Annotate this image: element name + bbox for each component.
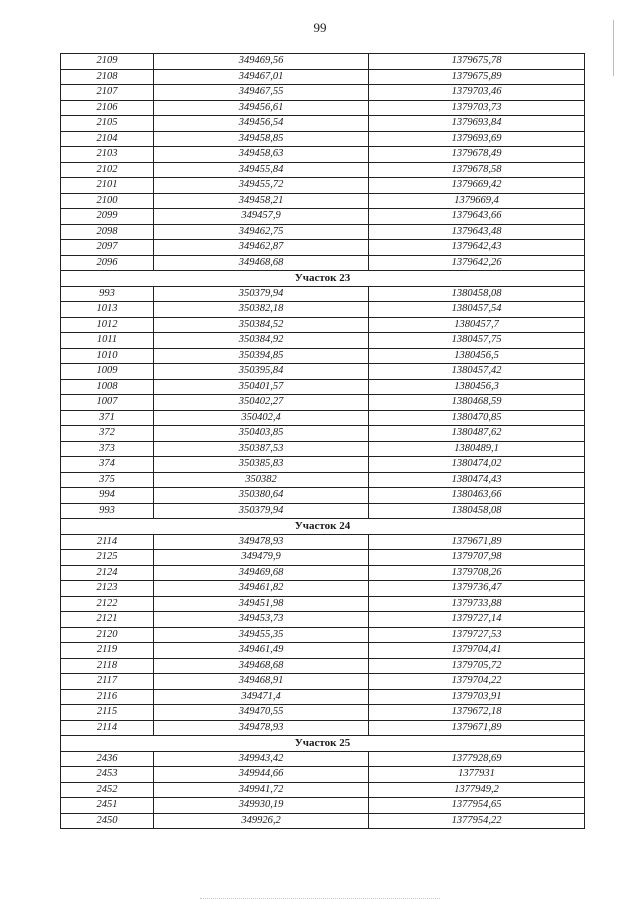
scan-artifact xyxy=(200,897,440,899)
x-coordinate-cell: 349926,2 xyxy=(154,813,369,829)
point-number-cell: 2114 xyxy=(61,534,154,550)
section-header-row xyxy=(61,271,585,287)
y-coordinate-cell: 1380457,54 xyxy=(369,302,585,318)
y-coordinate-cell: 1379669,42 xyxy=(369,178,585,194)
point-number-cell: 2450 xyxy=(61,813,154,829)
y-coordinate-cell: 1379643,48 xyxy=(369,224,585,240)
point-number-cell: 2451 xyxy=(61,798,154,814)
point-number-cell: 1007 xyxy=(61,395,154,411)
table-row xyxy=(61,224,585,240)
y-coordinate-cell: 1379703,73 xyxy=(369,100,585,116)
x-coordinate-cell: 349462,87 xyxy=(154,240,369,256)
y-coordinate-cell: 1380470,85 xyxy=(369,410,585,426)
y-coordinate-cell: 1379708,26 xyxy=(369,565,585,581)
point-number-cell: 1013 xyxy=(61,302,154,318)
x-coordinate-cell: 349478,93 xyxy=(154,720,369,736)
table-row xyxy=(61,658,585,674)
y-coordinate-cell: 1379675,89 xyxy=(369,69,585,85)
y-coordinate-cell: 1379703,91 xyxy=(369,689,585,705)
x-coordinate-cell: 350382 xyxy=(154,472,369,488)
scan-edge-mark xyxy=(609,20,614,76)
point-number-cell: 375 xyxy=(61,472,154,488)
y-coordinate-cell: 1379736,47 xyxy=(369,581,585,597)
y-coordinate-cell: 1379642,43 xyxy=(369,240,585,256)
point-number-cell: 2124 xyxy=(61,565,154,581)
table-row xyxy=(61,565,585,581)
point-number-cell: 2125 xyxy=(61,550,154,566)
point-number-cell: 1011 xyxy=(61,333,154,349)
y-coordinate-cell: 1379727,53 xyxy=(369,627,585,643)
point-number-cell: 2436 xyxy=(61,751,154,767)
point-number-cell: 374 xyxy=(61,457,154,473)
table-row xyxy=(61,689,585,705)
y-coordinate-cell: 1379703,46 xyxy=(369,85,585,101)
y-coordinate-cell: 1380458,08 xyxy=(369,286,585,302)
y-coordinate-cell: 1377931 xyxy=(369,767,585,783)
x-coordinate-cell: 350380,64 xyxy=(154,488,369,504)
x-coordinate-cell: 349458,85 xyxy=(154,131,369,147)
x-coordinate-cell: 349462,75 xyxy=(154,224,369,240)
table-row xyxy=(61,767,585,783)
y-coordinate-cell: 1379733,88 xyxy=(369,596,585,612)
y-coordinate-cell: 1379727,14 xyxy=(369,612,585,628)
point-number-cell: 2119 xyxy=(61,643,154,659)
x-coordinate-cell: 349455,72 xyxy=(154,178,369,194)
table-row xyxy=(61,705,585,721)
point-number-cell: 2452 xyxy=(61,782,154,798)
y-coordinate-cell: 1379643,66 xyxy=(369,209,585,225)
table-row xyxy=(61,627,585,643)
y-coordinate-cell: 1379705,72 xyxy=(369,658,585,674)
x-coordinate-cell: 349455,35 xyxy=(154,627,369,643)
table-row xyxy=(61,333,585,349)
table-row xyxy=(61,147,585,163)
point-number-cell: 994 xyxy=(61,488,154,504)
point-number-cell: 2103 xyxy=(61,147,154,163)
table-row xyxy=(61,286,585,302)
x-coordinate-cell: 350379,94 xyxy=(154,503,369,519)
coordinates-table-body xyxy=(61,54,585,829)
y-coordinate-cell: 1379675,78 xyxy=(369,54,585,70)
x-coordinate-cell: 349468,68 xyxy=(154,658,369,674)
x-coordinate-cell: 350401,57 xyxy=(154,379,369,395)
y-coordinate-cell: 1380487,62 xyxy=(369,426,585,442)
x-coordinate-cell: 349455,84 xyxy=(154,162,369,178)
table-row xyxy=(61,131,585,147)
y-coordinate-cell: 1379693,69 xyxy=(369,131,585,147)
x-coordinate-cell: 349471,4 xyxy=(154,689,369,705)
table-row xyxy=(61,240,585,256)
x-coordinate-cell: 349469,56 xyxy=(154,54,369,70)
table-row xyxy=(61,379,585,395)
y-coordinate-cell: 1377954,22 xyxy=(369,813,585,829)
point-number-cell: 1012 xyxy=(61,317,154,333)
y-coordinate-cell: 1380489,1 xyxy=(369,441,585,457)
table-row xyxy=(61,643,585,659)
y-coordinate-cell: 1379707,98 xyxy=(369,550,585,566)
point-number-cell: 2108 xyxy=(61,69,154,85)
table-row xyxy=(61,348,585,364)
y-coordinate-cell: 1380474,43 xyxy=(369,472,585,488)
section-title: Участок 24 xyxy=(61,519,585,535)
y-coordinate-cell: 1380463,66 xyxy=(369,488,585,504)
y-coordinate-cell: 1379672,18 xyxy=(369,705,585,721)
y-coordinate-cell: 1380457,42 xyxy=(369,364,585,380)
point-number-cell: 2118 xyxy=(61,658,154,674)
page-number: 99 xyxy=(313,20,327,35)
y-coordinate-cell: 1379669,4 xyxy=(369,193,585,209)
point-number-cell: 2096 xyxy=(61,255,154,271)
x-coordinate-cell: 349456,61 xyxy=(154,100,369,116)
x-coordinate-cell: 349456,54 xyxy=(154,116,369,132)
section-header-row xyxy=(61,519,585,535)
table-row xyxy=(61,69,585,85)
table-row xyxy=(61,472,585,488)
point-number-cell: 372 xyxy=(61,426,154,442)
y-coordinate-cell: 1379678,58 xyxy=(369,162,585,178)
table-row xyxy=(61,364,585,380)
table-row xyxy=(61,503,585,519)
point-number-cell: 2107 xyxy=(61,85,154,101)
table-row xyxy=(61,426,585,442)
table-row xyxy=(61,162,585,178)
x-coordinate-cell: 350384,92 xyxy=(154,333,369,349)
point-number-cell: 2120 xyxy=(61,627,154,643)
x-coordinate-cell: 350403,85 xyxy=(154,426,369,442)
point-number-cell: 993 xyxy=(61,503,154,519)
x-coordinate-cell: 349453,73 xyxy=(154,612,369,628)
x-coordinate-cell: 350384,52 xyxy=(154,317,369,333)
table-row xyxy=(61,410,585,426)
x-coordinate-cell: 349468,68 xyxy=(154,255,369,271)
point-number-cell: 993 xyxy=(61,286,154,302)
coordinates-table xyxy=(60,53,585,829)
point-number-cell: 2115 xyxy=(61,705,154,721)
table-row xyxy=(61,193,585,209)
table-row xyxy=(61,209,585,225)
x-coordinate-cell: 349469,68 xyxy=(154,565,369,581)
table-row xyxy=(61,813,585,829)
y-coordinate-cell: 1380458,08 xyxy=(369,503,585,519)
x-coordinate-cell: 350385,83 xyxy=(154,457,369,473)
table-row xyxy=(61,751,585,767)
y-coordinate-cell: 1380474,02 xyxy=(369,457,585,473)
x-coordinate-cell: 349930,19 xyxy=(154,798,369,814)
x-coordinate-cell: 350387,53 xyxy=(154,441,369,457)
x-coordinate-cell: 349457,9 xyxy=(154,209,369,225)
x-coordinate-cell: 349468,91 xyxy=(154,674,369,690)
table-row xyxy=(61,441,585,457)
y-coordinate-cell: 1377928,69 xyxy=(369,751,585,767)
table-row xyxy=(61,457,585,473)
point-number-cell: 2116 xyxy=(61,689,154,705)
y-coordinate-cell: 1379704,41 xyxy=(369,643,585,659)
point-number-cell: 2117 xyxy=(61,674,154,690)
point-number-cell: 373 xyxy=(61,441,154,457)
y-coordinate-cell: 1380457,7 xyxy=(369,317,585,333)
point-number-cell: 2098 xyxy=(61,224,154,240)
x-coordinate-cell: 350382,18 xyxy=(154,302,369,318)
table-row xyxy=(61,798,585,814)
y-coordinate-cell: 1379642,26 xyxy=(369,255,585,271)
point-number-cell: 2106 xyxy=(61,100,154,116)
point-number-cell: 2100 xyxy=(61,193,154,209)
y-coordinate-cell: 1377954,65 xyxy=(369,798,585,814)
point-number-cell: 2099 xyxy=(61,209,154,225)
section-title: Участок 23 xyxy=(61,271,585,287)
x-coordinate-cell: 350402,27 xyxy=(154,395,369,411)
point-number-cell: 371 xyxy=(61,410,154,426)
x-coordinate-cell: 350379,94 xyxy=(154,286,369,302)
table-row xyxy=(61,116,585,132)
point-number-cell: 2122 xyxy=(61,596,154,612)
point-number-cell: 1010 xyxy=(61,348,154,364)
point-number-cell: 2102 xyxy=(61,162,154,178)
point-number-cell: 1008 xyxy=(61,379,154,395)
y-coordinate-cell: 1379693,84 xyxy=(369,116,585,132)
table-row xyxy=(61,317,585,333)
y-coordinate-cell: 1379671,89 xyxy=(369,720,585,736)
section-header-row xyxy=(61,736,585,752)
table-row xyxy=(61,255,585,271)
x-coordinate-cell: 349944,66 xyxy=(154,767,369,783)
table-row xyxy=(61,581,585,597)
table-row xyxy=(61,178,585,194)
y-coordinate-cell: 1379671,89 xyxy=(369,534,585,550)
y-coordinate-cell: 1379704,22 xyxy=(369,674,585,690)
table-row xyxy=(61,720,585,736)
point-number-cell: 2105 xyxy=(61,116,154,132)
x-coordinate-cell: 349467,01 xyxy=(154,69,369,85)
x-coordinate-cell: 349467,55 xyxy=(154,85,369,101)
x-coordinate-cell: 349458,63 xyxy=(154,147,369,163)
point-number-cell: 2121 xyxy=(61,612,154,628)
x-coordinate-cell: 350402,4 xyxy=(154,410,369,426)
point-number-cell: 2109 xyxy=(61,54,154,70)
section-title: Участок 25 xyxy=(61,736,585,752)
point-number-cell: 2101 xyxy=(61,178,154,194)
point-number-cell: 1009 xyxy=(61,364,154,380)
x-coordinate-cell: 349461,82 xyxy=(154,581,369,597)
point-number-cell: 2114 xyxy=(61,720,154,736)
table-row xyxy=(61,612,585,628)
table-row xyxy=(61,54,585,70)
y-coordinate-cell: 1380457,75 xyxy=(369,333,585,349)
y-coordinate-cell: 1379678,49 xyxy=(369,147,585,163)
x-coordinate-cell: 349461,49 xyxy=(154,643,369,659)
table-row xyxy=(61,302,585,318)
point-number-cell: 2453 xyxy=(61,767,154,783)
x-coordinate-cell: 349470,55 xyxy=(154,705,369,721)
x-coordinate-cell: 349941,72 xyxy=(154,782,369,798)
table-row xyxy=(61,85,585,101)
y-coordinate-cell: 1380468,59 xyxy=(369,395,585,411)
x-coordinate-cell: 350395,84 xyxy=(154,364,369,380)
table-row xyxy=(61,782,585,798)
table-row xyxy=(61,100,585,116)
table-row xyxy=(61,674,585,690)
table-row xyxy=(61,488,585,504)
table-row xyxy=(61,395,585,411)
x-coordinate-cell: 349478,93 xyxy=(154,534,369,550)
table-row xyxy=(61,550,585,566)
table-row xyxy=(61,534,585,550)
x-coordinate-cell: 350394,85 xyxy=(154,348,369,364)
y-coordinate-cell: 1377949,2 xyxy=(369,782,585,798)
x-coordinate-cell: 349458,21 xyxy=(154,193,369,209)
point-number-cell: 2123 xyxy=(61,581,154,597)
x-coordinate-cell: 349943,42 xyxy=(154,751,369,767)
y-coordinate-cell: 1380456,5 xyxy=(369,348,585,364)
table-row xyxy=(61,596,585,612)
point-number-cell: 2097 xyxy=(61,240,154,256)
x-coordinate-cell: 349479,9 xyxy=(154,550,369,566)
y-coordinate-cell: 1380456,3 xyxy=(369,379,585,395)
x-coordinate-cell: 349451,98 xyxy=(154,596,369,612)
point-number-cell: 2104 xyxy=(61,131,154,147)
